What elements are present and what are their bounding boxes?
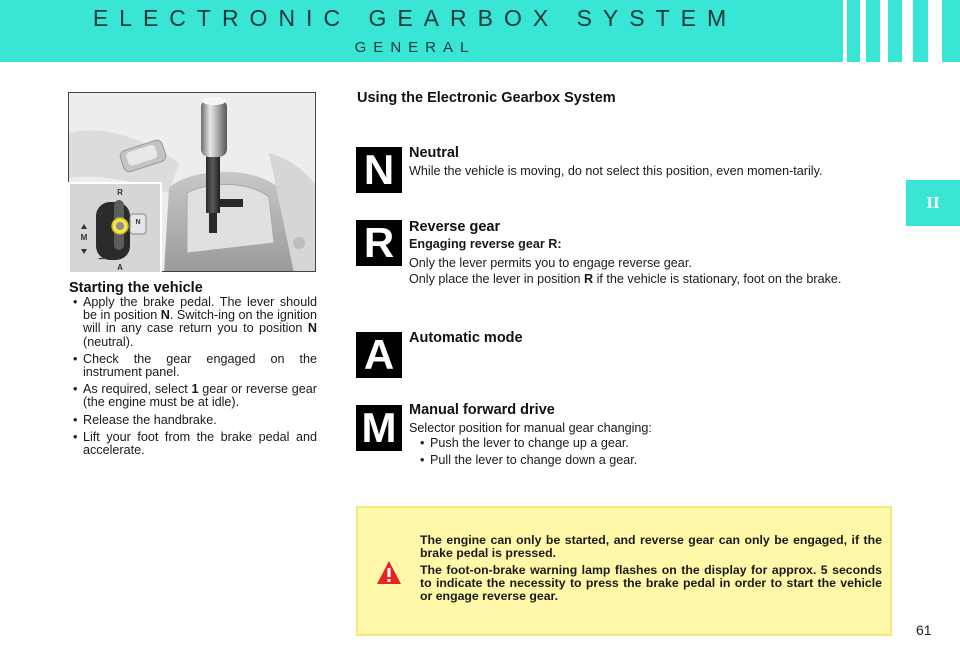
reverse-letter-icon: R: [356, 220, 402, 266]
inset-label-n: N: [135, 219, 141, 226]
page-header: [0, 0, 960, 62]
header-stripe: [928, 0, 942, 62]
header-stripe: [843, 0, 847, 62]
starting-steps-list: [71, 296, 317, 461]
automatic-heading: Automatic mode: [409, 330, 523, 346]
neutral-heading: Neutral: [409, 145, 459, 161]
page-number: 61: [916, 622, 932, 638]
neutral-text: While the vehicle is moving, do not select this position, even momen-tarily.: [409, 164, 823, 178]
neutral-letter-icon: N: [356, 147, 402, 193]
list-item: • Release the handbrake.: [71, 414, 317, 427]
list-item: • Pull the lever to change down a gear.: [418, 454, 878, 467]
reverse-text-2: Only place the lever in position R if the vehicle is stationary, foot on the brake.: [409, 272, 842, 286]
using-heading: Using the Electronic Gearbox System: [357, 90, 616, 106]
reverse-subheading: Engaging reverse gear R:: [409, 237, 562, 251]
list-item: • Lift your foot from the brake pedal and accelerate.: [71, 431, 317, 457]
list-item: • As required, select 1 gear or reverse gear (the engine must be at idle).: [71, 383, 317, 409]
list-item: • Push the lever to change up a gear.: [418, 437, 878, 450]
inset-label-a: A: [117, 263, 123, 272]
manual-text: Selector position for manual gear changing:: [409, 421, 652, 435]
header-stripe: [880, 0, 888, 62]
inset-label-m: M: [80, 233, 88, 242]
chapter-tab: II: [906, 180, 960, 226]
list-item: • Check the gear engaged on the instrument panel.: [71, 353, 317, 379]
selector-gate-illustration: [70, 184, 160, 272]
inset-label-plus: +: [98, 209, 104, 220]
manual-heading: Manual forward drive: [409, 402, 555, 418]
header-stripe: [902, 0, 913, 62]
starting-heading: Starting the vehicle: [69, 280, 203, 296]
automatic-letter-icon: A: [356, 332, 402, 378]
manual-letter-icon: M: [356, 405, 402, 451]
header-stripe: [860, 0, 866, 62]
reverse-heading: Reverse gear: [409, 219, 501, 235]
warning-text: [420, 534, 882, 607]
page-subtitle: GENERAL: [354, 39, 476, 56]
list-item: • Apply the brake pedal. The lever should be in position N. Switch-ing on the ignition will in any case return you to position N (neutral).: [71, 296, 317, 349]
inset-label-r: R: [117, 188, 123, 197]
warning-paragraph-1: The engine can only be started, and reverse gear can only be engaged, if the brake pedal is pressed.: [420, 533, 882, 560]
warning-paragraph-2: The foot-on-brake warning lamp flashes on the display for approx. 5 seconds to indicate the necessity to press the brake pedal in order to start the vehicle or engage reverse gear.: [420, 563, 882, 603]
manual-steps-list: [418, 437, 878, 471]
page-title: ELECTRONIC GEARBOX SYSTEM: [92, 5, 738, 31]
gear-selector-diagram: [68, 182, 162, 274]
inset-label-minus: −: [98, 254, 104, 265]
reverse-text-1: Only the lever permits you to engage reverse gear.: [409, 256, 692, 270]
warning-triangle-icon: [376, 560, 402, 586]
